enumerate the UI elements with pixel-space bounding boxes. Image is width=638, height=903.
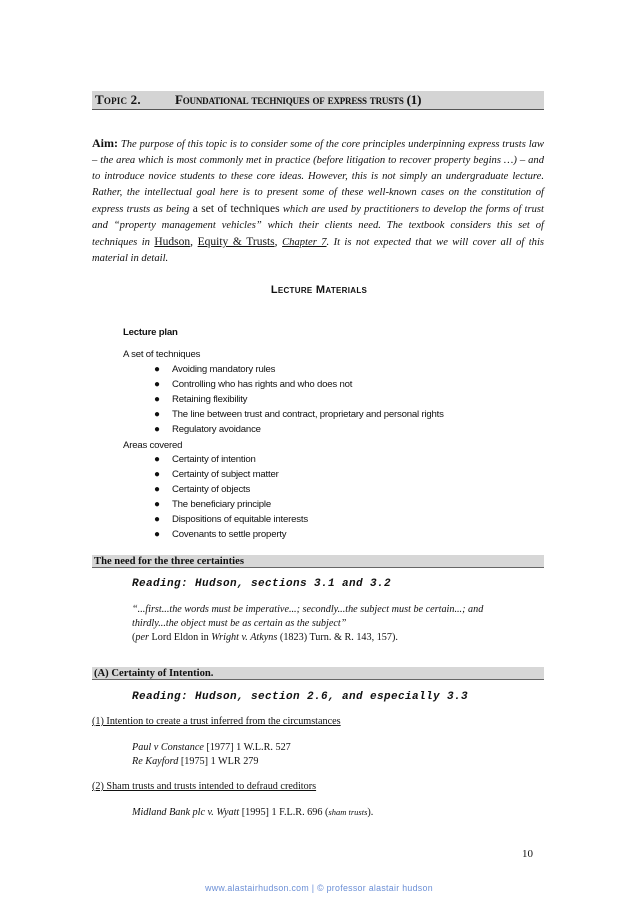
- subheading-sham-trusts: (2) Sham trusts and trusts intended to defraud creditors: [92, 781, 317, 792]
- list-item: ● Certainty of objects: [154, 484, 251, 495]
- book-chapter: Chapter 7: [282, 237, 327, 248]
- aim-text-2: a set of techniques: [192, 203, 280, 215]
- techniques-heading: A set of techniques: [123, 349, 201, 360]
- list-item: ● Covenants to settle property: [154, 529, 287, 540]
- subheading-inferred-intention: (1) Intention to create a trust inferred from the circumstances: [92, 716, 341, 727]
- list-item: ● Certainty of intention: [154, 454, 256, 465]
- case-list-sham: Midland Bank plc v. Wyatt [1995] 1 F.L.R. 696 (sham trusts).: [132, 807, 374, 818]
- page-number: 10: [522, 848, 533, 860]
- reading-three-certainties: Reading: Hudson, sections 3.1 and 3.2: [132, 578, 392, 590]
- three-certainties-heading: The need for the three certainties: [92, 555, 544, 568]
- topic-title: Foundational techniques of express trusts (1): [175, 92, 422, 107]
- techniques-list: [152, 362, 444, 437]
- case-list-inferred: Paul v Constance [1977] 1 W.L.R. 527 Re Kayford [1975] 1 WLR 279: [132, 742, 291, 767]
- case-name: Wright v. Atkyns: [211, 632, 278, 643]
- lecture-plan-heading: Lecture plan: [123, 327, 178, 338]
- case-name: Paul v Constance: [132, 742, 204, 753]
- areas-heading: Areas covered: [123, 440, 183, 451]
- book-title: Equity & Trusts: [197, 236, 275, 248]
- page-footer: www.alastairhudson.com | © professor alastair hudson: [205, 883, 433, 893]
- list-item: ● The line between trust and contract, proprietary and personal rights: [154, 409, 444, 420]
- list-item: ● Regulatory avoidance: [154, 424, 261, 435]
- list-item: ● Retaining flexibility: [154, 394, 248, 405]
- aim-paragraph: Aim: The purpose of this topic is to consider some of the core principles underpinning express trusts law – the area which is most commonly met in practice (before litigation to recover property begins …) – and to introduce novice students to these core ideas. However, this is not simply an undergraduate lecture. Rather, the intellectual goal here is to present some of these well-known cases on the constitution of express trusts as being a set of techniques which are used by practitioners to develop the forms of trust and “property management vehicles” which their clients need. The textbook considers this set of techniques in Hudson, Equity & Trusts, Chapter 7. It is not expected that we will cover all of this material in detail.: [92, 136, 545, 264]
- eldon-quote: “...first...the words must be imperative...; secondly...the subject must be certain...; and thirdly...the object must be as certain as the subject” (per Lord Eldon in Wright v. Atkyns (1823) Turn. & R. 143, 157).: [132, 604, 484, 643]
- topic-header-bar: [92, 91, 544, 110]
- list-item: ● Controlling who has rights and who does not: [154, 379, 353, 390]
- list-item: ● Certainty of subject matter: [154, 469, 279, 480]
- case-name: Re Kayford: [132, 756, 179, 767]
- list-item: ● Avoiding mandatory rules: [154, 364, 276, 375]
- book-author: Hudson: [154, 236, 191, 248]
- topic-number: Topic 2.: [95, 92, 141, 107]
- aim-text-1: The purpose of this topic is to consider some of the core principles underpinning express trusts law – the area which is most commonly met in practice (before litigation to recover property begins …) – and to introduce novice students to these core ideas. However, this is not simply an undergraduate lecture. Rather, the intellectual goal here is to present some of these well-known cases on the constitution of express trusts as being: [92, 139, 545, 215]
- list-item: ● Dispositions of equitable interests: [154, 514, 308, 525]
- aim-text-3: which are used by practitioners to develop the forms of trust and “property management vehicles” which their clients need. The textbook considers this set of techniques in: [92, 204, 544, 248]
- aim-label: Aim:: [92, 136, 118, 150]
- aim-text-4: . It is not expected that we will cover all of this material in detail.: [92, 237, 545, 264]
- list-item: ● The beneficiary principle: [154, 499, 271, 510]
- lecture-materials-heading: Lecture Materials: [270, 284, 368, 296]
- reading-intention: Reading: Hudson, section 2.6, and especially 3.3: [132, 691, 469, 703]
- certainty-of-intention-heading: (A) Certainty of Intention.: [92, 667, 544, 680]
- areas-list: [152, 452, 308, 542]
- case-name: Midland Bank plc v. Wyatt: [132, 807, 240, 818]
